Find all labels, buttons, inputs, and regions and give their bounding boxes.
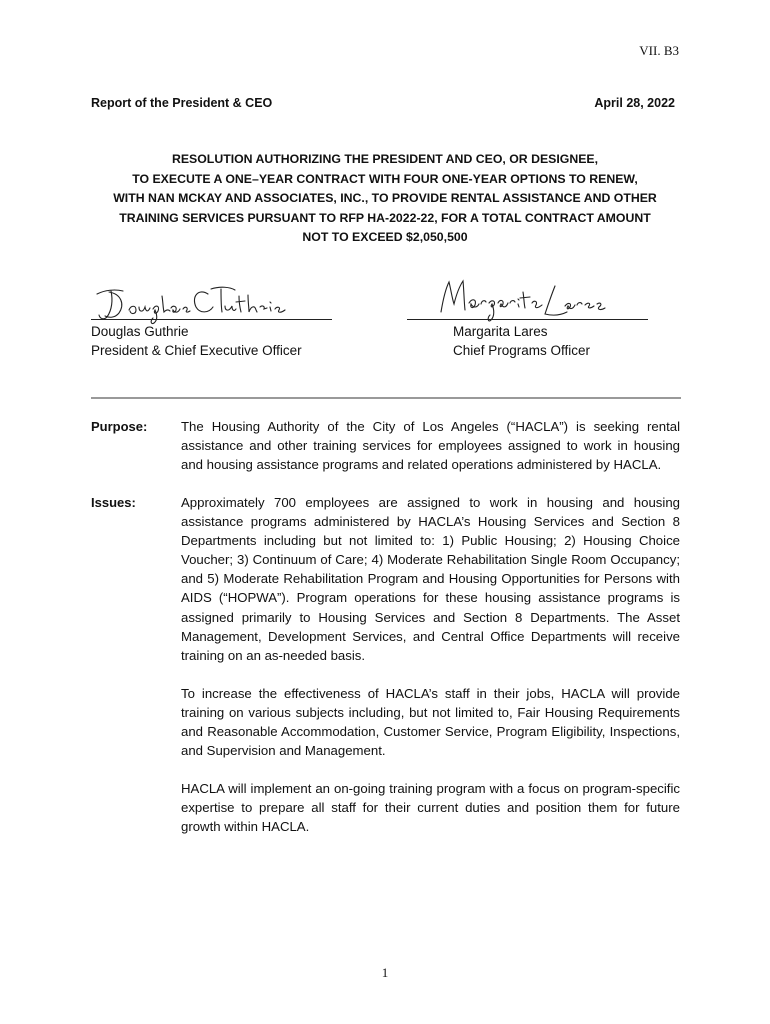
title-line: WITH NAN MCKAY AND ASSOCIATES, INC., TO PROVIDE RENTAL ASSISTANCE AND OTHER [113, 191, 657, 206]
signatory-name: Douglas Guthrie [91, 324, 189, 339]
title-line: NOT TO EXCEED $2,050,500 [302, 230, 468, 245]
signatory-role: Chief Programs Officer [453, 343, 591, 358]
purpose-label: Purpose: [91, 419, 148, 434]
page-label: VII. B3 [639, 43, 679, 58]
signatory-name: Margarita Lares [453, 324, 548, 339]
title-line: TO EXECUTE A ONE–YEAR CONTRACT WITH FOUR ONE-YEAR OPTIONS TO RENEW, [132, 171, 638, 186]
signature-line-left [91, 319, 332, 320]
title-line: TRAINING SERVICES PURSUANT TO RFP HA-2022-22, FOR A TOTAL CONTRACT AMOUNT [119, 210, 651, 225]
purpose-text: The Housing Authority of the City of Los Angeles (“HACLA”) is seeking rental assistance and other training services for employees assigned to work in housing and housing assistance programs and related operations administered by HACLA. [181, 419, 680, 473]
issues-label: Issues: [91, 495, 136, 510]
title-line: RESOLUTION AUTHORIZING THE PRESIDENT AND CEO, OR DESIGNEE, [171, 152, 599, 166]
issues-paragraph: To increase the effectiveness of HACLA’s staff in their jobs, HACLA will provide training on various subjects including, but not limited to, Fair Housing Requirements and Reasonable Accommodation, Customer Service, Program Eligibility, Inspections, and Supervision and Management. [181, 686, 680, 759]
report-title: Report of the President & CEO [91, 96, 273, 110]
signatory-left [91, 322, 302, 360]
section-divider [91, 397, 681, 399]
signatory-role: President & Chief Executive Officer [91, 343, 302, 358]
signature-line-right [407, 319, 648, 320]
page-number: 1 [381, 965, 389, 980]
resolution-title [91, 150, 679, 248]
issues-paragraph: HACLA will implement an on-going training program with a focus on program-specific expertise to prepare all staff for their current duties and position them for future growth within HACLA. [181, 781, 680, 835]
signatory-right [453, 322, 590, 360]
issues-paragraph: Approximately 700 employees are assigned to work in housing and housing assistance programs administered by HACLA’s Housing Services and Section 8 Departments including but not limited to: 1) Public Housing; 2) Housing Choice Voucher; 3) Continuum of Care; 4) Moderate Rehabilitation Single Room Occupancy; and 5) Moderate Rehabilitation Program and Housing Opportunities for Persons with AIDS (“HOPWA”). Program operations for these housing assistance programs is assigned primarily to Housing Services and Section 8 Departments. The Asset Management, Development Services, and Central Office Departments will receive training on an as-needed basis. [181, 495, 680, 663]
report-date: April 28, 2022 [594, 96, 675, 110]
